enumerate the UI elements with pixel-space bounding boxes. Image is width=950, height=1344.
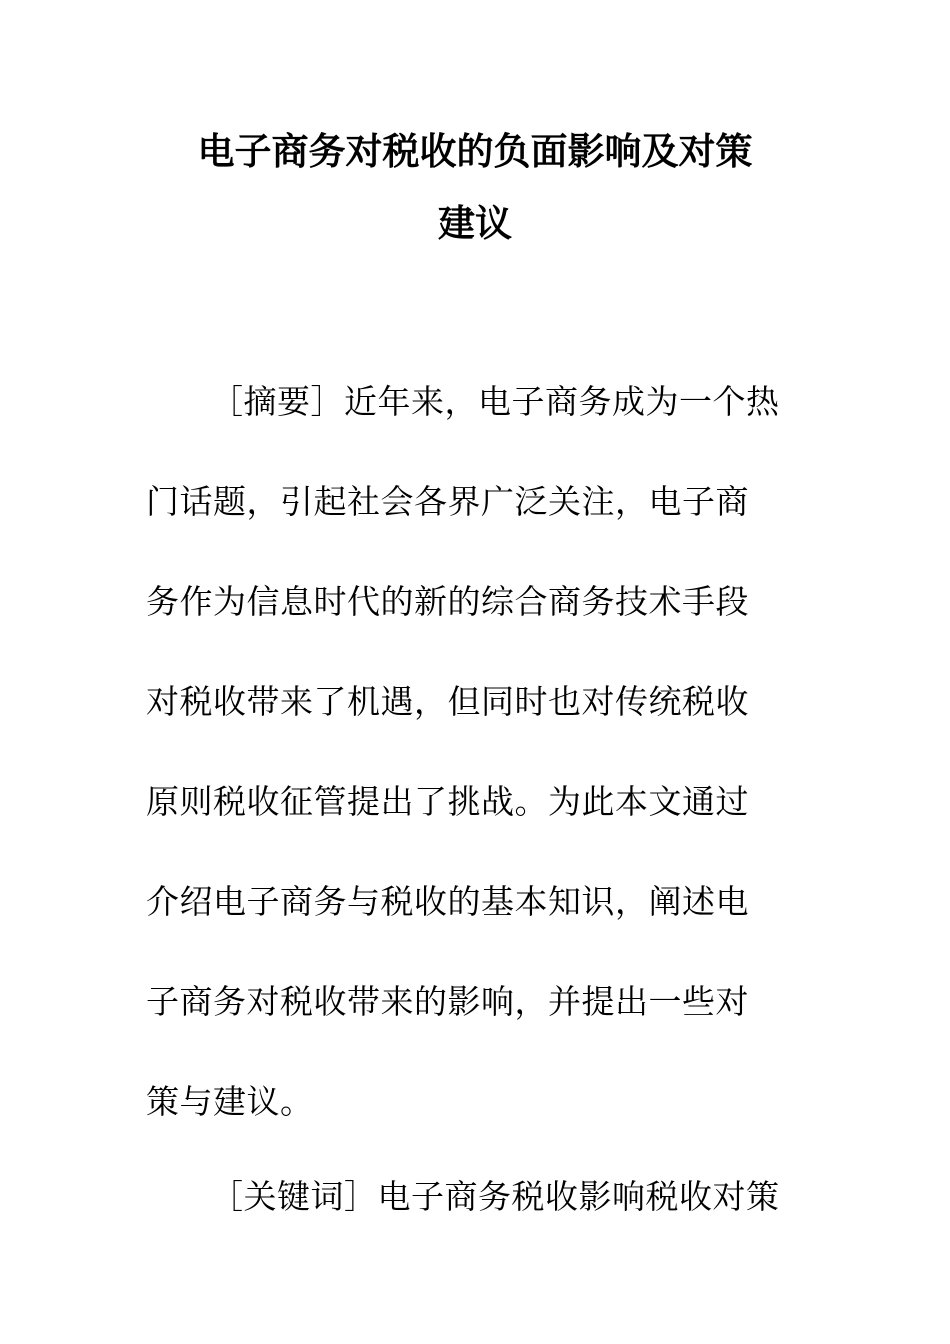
abstract-line-2: 门话题，引起社会各界广泛关注，电子商 — [146, 482, 749, 521]
title-line-2: 建议 — [438, 202, 512, 245]
keywords-line: ［关键词］电子商务税收影响税收对策 — [210, 1177, 780, 1216]
document-title — [145, 116, 805, 260]
abstract-line-3: 务作为信息时代的新的综合商务技术手段 — [146, 582, 749, 621]
abstract-line-8: 策与建议。 — [146, 1082, 314, 1121]
abstract-line-5: 原则税收征管提出了挑战。为此本文通过 — [146, 782, 749, 821]
abstract-line-7: 子商务对税收带来的影响，并提出一些对 — [146, 982, 749, 1021]
abstract-line-1: ［摘要］近年来，电子商务成为一个热 — [210, 382, 780, 421]
abstract-line-4: 对税收带来了机遇，但同时也对传统税收 — [146, 682, 749, 721]
title-line-1: 电子商务对税收的负面影响及对策 — [197, 130, 753, 173]
abstract-line-6: 介绍电子商务与税收的基本知识，阐述电 — [146, 882, 749, 921]
